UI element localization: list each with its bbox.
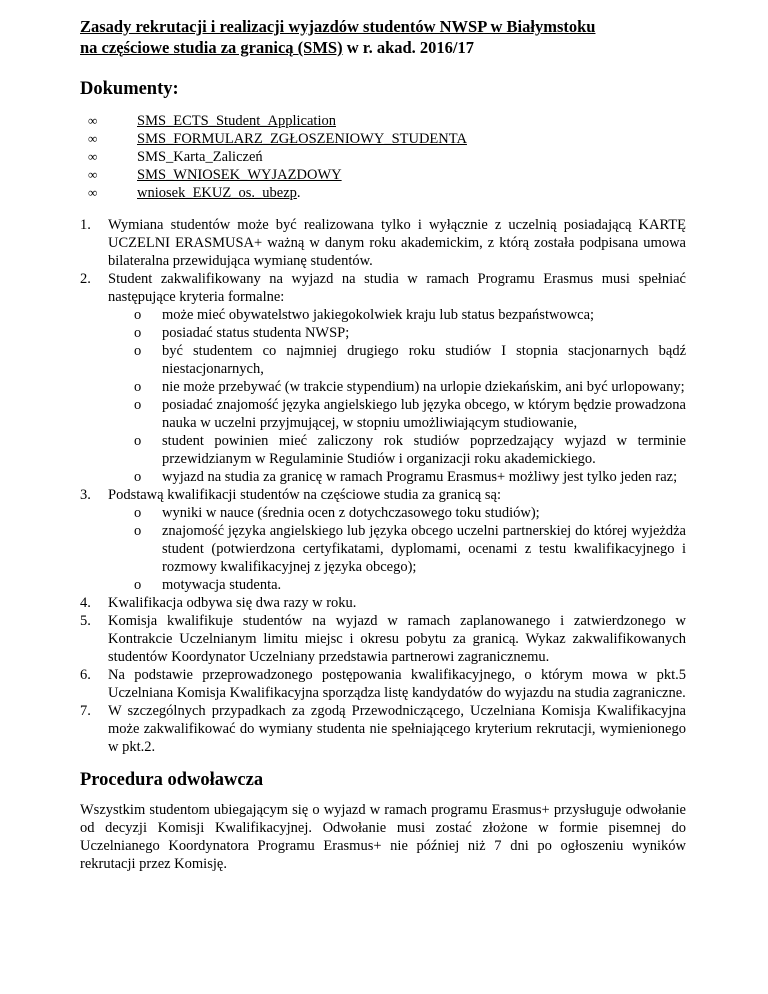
infinity-bullet-icon: ∞: [88, 149, 98, 164]
document-item: [80, 184, 686, 202]
criteria-text: motywacja studenta.: [162, 577, 282, 593]
document-page: [80, 16, 686, 873]
document-link: SMS_Karta_Zaliczeń: [137, 149, 263, 165]
circle-bullet-icon: o: [134, 469, 142, 485]
document-item: [80, 112, 686, 130]
rule-text: W szczególnych przypadkach za zgodą Przewodniczącego, Uczelniana Komisja Kwalifikacyjna może zakwalifikować do wymiany studenta nie spełniającego kryterium rekrutacji, wymienionego w pkt.2.: [108, 703, 686, 755]
rule-item: [80, 594, 686, 612]
criteria-item: [108, 468, 686, 486]
documents-list: [80, 112, 686, 202]
rule-number: 1.: [80, 217, 91, 233]
circle-bullet-icon: o: [134, 397, 142, 413]
rule-text: Student zakwalifikowany na wyjazd na studia w ramach Programu Erasmus musi spełniać następujące kryteria formalne:: [108, 271, 686, 305]
title-line-1: Zasady rekrutacji i realizacji wyjazdów studentów NWSP w Białymstoku: [80, 17, 596, 36]
criteria-item: [108, 342, 686, 378]
document-item: [80, 166, 686, 184]
rule-number: 7.: [80, 703, 91, 719]
criteria-item: [108, 432, 686, 468]
criteria-item: [108, 504, 686, 522]
document-link[interactable]: SMS_FORMULARZ_ZGŁOSZENIOWY_STUDENTA: [137, 131, 467, 147]
page-title: [80, 16, 686, 58]
title-line-2-rest: w r. akad. 2016/17: [342, 38, 475, 57]
document-link[interactable]: SMS_ECTS_Student_Application: [137, 113, 336, 129]
infinity-bullet-icon: ∞: [88, 185, 98, 200]
criteria-text: posiadać status studenta NWSP;: [162, 325, 350, 341]
circle-bullet-icon: o: [134, 379, 142, 395]
criteria-item: [108, 306, 686, 324]
rule-text: Kwalifikacja odbywa się dwa razy w roku.: [108, 595, 357, 611]
criteria-text: może mieć obywatelstwo jakiegokolwiek kraju lub status bezpaństwowca;: [162, 307, 595, 323]
document-link[interactable]: wniosek_EKUZ_os._ubezp: [137, 185, 297, 201]
document-link[interactable]: SMS_WNIOSEK_WYJAZDOWY: [137, 167, 342, 183]
rule-text: Komisja kwalifikuje studentów na wyjazd w ramach zaplanowanego i zatwierdzonego w Kontrakcie Uczelnianym limitu miejsc i okresu pobytu za granicą. Wykaz zakwalifikowanych studentów Koordynator Uczelniany przedstawia partnerowi zagranicznemu.: [108, 613, 686, 665]
criteria-text: wyniki w nauce (średnia ocen z dotychczasowego toku studiów);: [162, 505, 540, 521]
circle-bullet-icon: o: [134, 505, 142, 521]
rule-number: 5.: [80, 613, 91, 629]
rule-text: Na podstawie przeprowadzonego postępowania kwalifikacyjnego, o którym mowa w pkt.5 Uczelniana Komisja Kwalifikacyjna sporządza listę kandydatów do wyjazdu na studia zagraniczne.: [108, 667, 686, 701]
infinity-bullet-icon: ∞: [88, 113, 98, 128]
rule-number: 6.: [80, 667, 91, 683]
criteria-sublist: [108, 504, 686, 594]
circle-bullet-icon: o: [134, 325, 142, 341]
rule-number: 4.: [80, 595, 91, 611]
criteria-text: być studentem co najmniej drugiego roku studiów I stopnia stacjonarnych bądź niestacjonarnych,: [162, 343, 686, 377]
criteria-item: [108, 576, 686, 594]
appeal-heading: Procedura odwoławcza: [80, 770, 264, 790]
rule-item: [80, 702, 686, 756]
criteria-item: [108, 324, 686, 342]
circle-bullet-icon: o: [134, 307, 142, 323]
circle-bullet-icon: o: [134, 433, 142, 449]
rule-item: [80, 486, 686, 594]
rule-text: Podstawą kwalifikacji studentów na częściowe studia za granicą są:: [108, 487, 501, 503]
circle-bullet-icon: o: [134, 343, 142, 359]
documents-heading: Dokumenty:: [80, 79, 179, 99]
infinity-bullet-icon: ∞: [88, 131, 98, 146]
infinity-bullet-icon: ∞: [88, 167, 98, 182]
title-line-2-underlined: na częściowe studia za granicą (SMS): [80, 38, 343, 57]
document-item: [80, 148, 686, 166]
rule-item: [80, 216, 686, 270]
criteria-text: znajomość języka angielskiego lub języka obcego uczelni partnerskiej do której wyjeżdża student (potwierdzona certyfikatami, dyplomami, ocenami z testu kwalifikacyjnego i rozmowy kwalifikacyjnej z języka obcego);: [162, 523, 686, 575]
criteria-text: student powinien mieć zaliczony rok studiów poprzedzający wyjazd w terminie przewidzianym w Regulaminie Studiów i organizacji roku akademickiego.: [162, 433, 686, 467]
criteria-item: [108, 396, 686, 432]
circle-bullet-icon: o: [134, 577, 142, 593]
rule-number: 3.: [80, 487, 91, 503]
document-suffix: .: [296, 185, 301, 201]
appeal-paragraph: Wszystkim studentom ubiegającym się o wyjazd w ramach programu Erasmus+ przysługuje odwołanie od decyzji Komisji Kwalifikacyjnej. Odwołanie musi zostać złożone w formie pisemnej do Uczelnianego Koordynatora Programu Erasmus+ nie później niż 7 dni po ogłoszeniu wyników rekrutacji przez Komisję.: [80, 802, 686, 872]
criteria-item: [108, 522, 686, 576]
rule-item: [80, 612, 686, 666]
criteria-text: wyjazd na studia za granicę w ramach Programu Erasmus+ możliwy jest tylko jeden raz;: [162, 469, 678, 485]
criteria-item: [108, 378, 686, 396]
rule-item: [80, 666, 686, 702]
rules-list: [80, 216, 686, 756]
document-item: [80, 130, 686, 148]
rule-number: 2.: [80, 271, 91, 287]
rule-text: Wymiana studentów może być realizowana tylko i wyłącznie z uczelnią posiadającą KARTĘ UCZELNI ERASMUSA+ ważną w danym roku akademickim, z którą została podpisana umowa bilateralna przewidująca wymianę studentów.: [108, 217, 686, 269]
circle-bullet-icon: o: [134, 523, 142, 539]
rule-item: [80, 270, 686, 486]
criteria-sublist: [108, 306, 686, 486]
criteria-text: nie może przebywać (w trakcie stypendium) na urlopie dziekańskim, ani być urlopowany;: [162, 379, 685, 395]
criteria-text: posiadać znajomość języka angielskiego lub języka obcego, w którym będzie prowadzona nauka w uczelni przyjmującej, w stopniu umożliwiającym studiowanie,: [162, 397, 686, 431]
